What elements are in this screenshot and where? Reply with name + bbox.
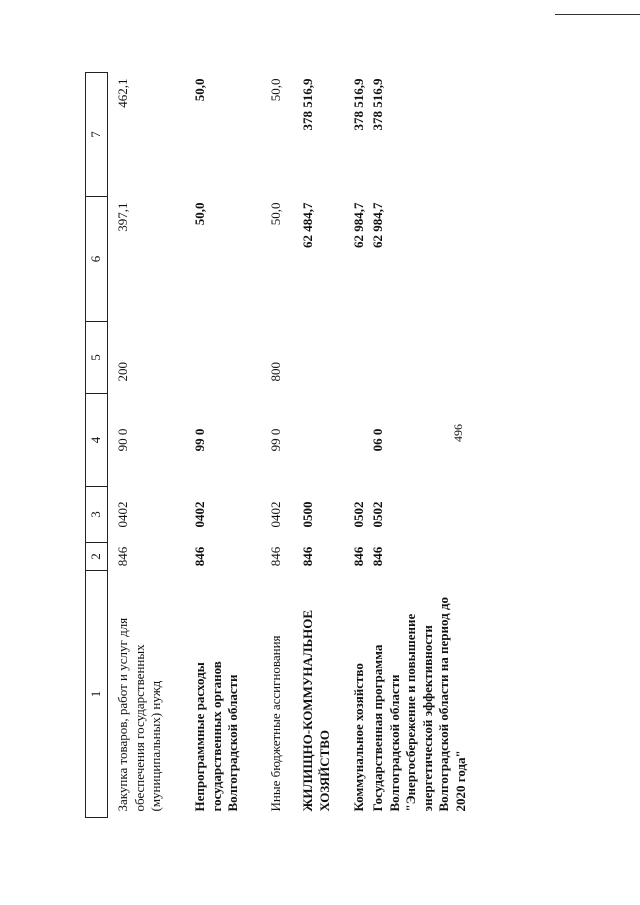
row-code-2: 846 (351, 546, 366, 567)
header-cell-5: 5 (86, 322, 108, 394)
table-row (295, 73, 347, 818)
row-name: Непрограммные расходы государственных органов Волгоградской области (192, 661, 240, 812)
row-amount-6: 62 984,7 (370, 202, 385, 248)
row-code-3: 0402 (192, 501, 207, 528)
header-cell-2: 2 (86, 543, 108, 571)
row-code-4: 90 0 (115, 428, 130, 452)
row-code-3: 0500 (300, 501, 315, 528)
header-cell-7: 7 (86, 73, 108, 197)
row-code-5: 200 (115, 362, 130, 382)
row-name: Закупка товаров, работ и услуг для обеспечения государственных (муниципальных) нужд (115, 617, 163, 812)
row-name: Коммунальное хозяйство (351, 663, 366, 812)
row-amount-6: 62 484,7 (300, 202, 315, 248)
row-code-3: 0402 (115, 501, 130, 528)
row-amount-6: 50,0 (192, 202, 207, 226)
row-code-3: 0502 (351, 501, 366, 528)
page-number: 496 (451, 424, 465, 442)
row-amount-6: 62 984,7 (351, 202, 366, 248)
row-code-5: 800 (268, 362, 283, 382)
table-row (186, 73, 262, 818)
row-code-2: 846 (300, 546, 315, 567)
row-code-4: 99 0 (268, 428, 283, 452)
row-code-5 (186, 322, 262, 394)
row-code-2: 846 (370, 546, 385, 567)
row-code-2: 846 (268, 546, 283, 567)
row-name: Иные бюджетные ассигнования (268, 635, 283, 812)
row-amount-7: 50,0 (268, 78, 283, 102)
row-code-4: 99 0 (192, 428, 207, 452)
header-cell-4: 4 (86, 394, 108, 487)
rotated-table-wrapper (85, 73, 525, 818)
row-code-3: 0402 (268, 501, 283, 528)
row-code-2: 846 (192, 546, 207, 567)
row-amount-6: 50,0 (268, 202, 283, 226)
row-code-3: 0502 (370, 501, 385, 528)
row-amount-7: 462,1 (115, 78, 130, 108)
table-row (262, 73, 295, 818)
budget-table (85, 72, 490, 818)
top-rule (555, 14, 640, 15)
row-code-4: 06 0 (370, 428, 385, 452)
table-row (347, 73, 370, 818)
row-code-4 (347, 394, 370, 487)
table-row (108, 73, 187, 818)
header-cell-3: 3 (86, 487, 108, 543)
header-cell-6: 6 (86, 197, 108, 322)
row-amount-7: 50,0 (192, 78, 207, 102)
row-code-5 (370, 322, 490, 394)
row-amount-7: 378 516,9 (351, 78, 366, 131)
header-row (86, 73, 108, 818)
row-code-4 (295, 394, 347, 487)
row-amount-7: 378 516,9 (300, 78, 315, 131)
table-row (370, 73, 490, 818)
row-name: Государственная программа Волгоградской области "Энергосбережение и повышение энергетической эффективности Волгоградской области на период до 2020 года" (370, 596, 468, 812)
row-name: ЖИЛИЩНО-КОММУНАЛЬНОЕ ХОЗЯЙСТВО (300, 609, 332, 812)
row-amount-6: 397,1 (115, 202, 130, 232)
row-code-5 (295, 322, 347, 394)
row-code-5 (347, 322, 370, 394)
row-code-2: 846 (115, 546, 130, 567)
row-amount-7: 378 516,9 (370, 78, 385, 131)
header-cell-1: 1 (86, 571, 108, 818)
